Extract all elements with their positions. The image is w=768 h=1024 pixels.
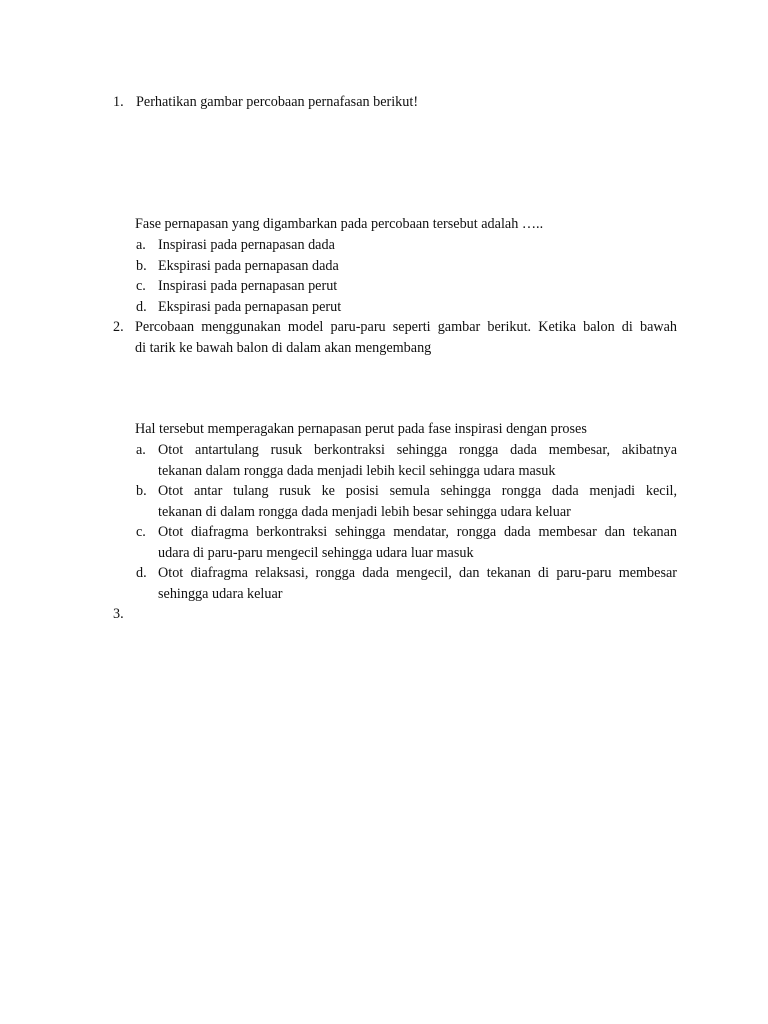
question-1-number: 1. [113,94,124,110]
question-1-option-d-letter: d. [136,299,147,315]
question-1-option-c-text: Inspirasi pada pernapasan perut [158,278,338,294]
question-1-option-b-letter: b. [136,258,147,274]
question-2-option-a-line-1: Otot antartulang rusuk berkontraksi sehingga rongga dada membesar, akibatnya [158,442,677,458]
question-1-prompt: Perhatikan gambar percobaan pernafasan berikut! [136,94,419,110]
question-2-prompt-line-1: Percobaan menggunakan model paru-paru seperti gambar berikut. Ketika balon di bawah [135,319,677,335]
question-2-option-b-letter: b. [136,483,147,499]
question-2-number: 2. [113,319,124,335]
question-1-option-a-letter: a. [136,237,146,253]
question-2-option-d-line-2: sehingga udara keluar [158,586,283,602]
question-2-option-a-line-2: tekanan dalam rongga dada menjadi lebih kecil sehingga udara masuk [158,463,556,479]
question-1-option-d-text: Ekspirasi pada pernapasan perut [158,299,342,315]
question-3-number: 3. [113,606,124,622]
question-2-option-c-line-1: Otot diafragma berkontraksi sehingga mendatar, rongga dada membesar dan tekanan [158,524,677,540]
question-2-option-b-line-1: Otot antar tulang rusuk ke posisi semula sehingga rongga dada menjadi kecil, [158,483,677,499]
question-2-stem: Hal tersebut memperagakan pernapasan perut pada fase inspirasi dengan proses [135,421,587,437]
question-2-option-b-line-2: tekanan di dalam rongga dada menjadi lebih besar sehingga udara keluar [158,504,571,520]
question-1-stem: Fase pernapasan yang digambarkan pada percobaan tersebut adalah ….. [135,216,544,232]
question-2-option-a-letter: a. [136,442,146,458]
question-1-option-a-text: Inspirasi pada pernapasan dada [158,237,335,253]
question-2-option-d-line-1: Otot diafragma relaksasi, rongga dada mengecil, dan tekanan di paru-paru membesar [158,565,677,581]
question-2-option-c-letter: c. [136,524,146,540]
question-2-option-c-line-2: udara di paru-paru mengecil sehingga udara luar masuk [158,545,474,561]
question-1-option-c-letter: c. [136,278,146,294]
question-2-option-d-letter: d. [136,565,147,581]
question-2-prompt-line-2: di tarik ke bawah balon di dalam akan mengembang [135,340,432,356]
question-1-option-b-text: Ekspirasi pada pernapasan dada [158,258,339,274]
